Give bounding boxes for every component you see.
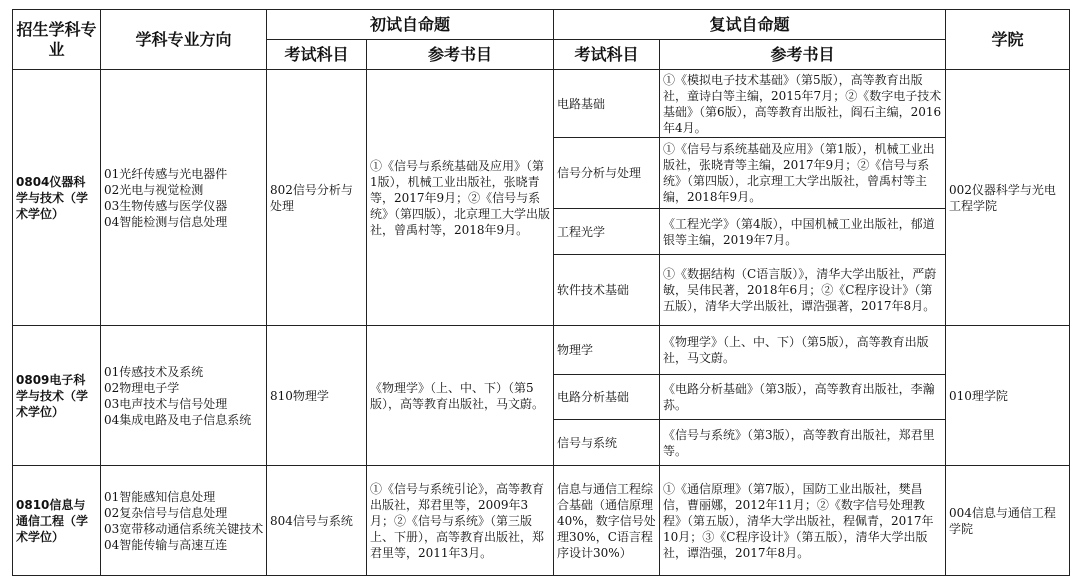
- retest-books-cell: 《电路分析基础》（第3版），高等教育出版社，李瀚荪。: [660, 375, 946, 420]
- retest-books-cell: ①《信号与系统基础及应用》（第1版），机械工业出版社，张晓青等主编，2017年9月；②《信号与系统》（第四版），北京理工大学出版社，曾禹村等主编，2018年9月。: [660, 138, 946, 209]
- table-row: [13, 326, 1070, 375]
- major-cell: 0809电子科学与技术（学术学位）: [13, 326, 101, 466]
- retest-subject-cell: 电路分析基础: [554, 375, 660, 420]
- retest-subject-cell: 电路基础: [554, 70, 660, 138]
- major-cell: 0810信息与通信工程（学术学位）: [13, 466, 101, 576]
- retest-subject-cell: 信号与系统: [554, 420, 660, 466]
- header-initial: 初试自命题: [267, 10, 554, 40]
- college-cell: 002仪器科学与光电工程学院: [946, 70, 1070, 326]
- header-retest: 复试自命题: [554, 10, 946, 40]
- header-retest-books: 参考书目: [660, 40, 946, 70]
- retest-books-cell: 《工程光学》（第4版），中国机械工业出版社，郁道银等主编，2019年7月。: [660, 209, 946, 255]
- initial-books-cell: ①《信号与系统引论》，高等教育出版社，郑君里等，2009年3月；②《信号与系统》（第三版上、下册），高等教育出版社，郑君里等，2011年3月。: [367, 466, 554, 576]
- initial-subject-cell: 804信号与系统: [267, 466, 367, 576]
- retest-subject-cell: 物理学: [554, 326, 660, 375]
- college-cell: 004信息与通信工程学院: [946, 466, 1070, 576]
- retest-books-cell: ①《数据结构（C语言版）》，清华大学出版社，严蔚敏，吴伟民著，2018年6月；②《C程序设计》（第五版），清华大学出版社，谭浩强著，2017年8月。: [660, 255, 946, 326]
- initial-subject-cell: 802信号分析与处理: [267, 70, 367, 326]
- major-cell: 0804仪器科学与技术（学术学位）: [13, 70, 101, 326]
- college-cell: 010理学院: [946, 326, 1070, 466]
- header-retest-subject: 考试科目: [554, 40, 660, 70]
- retest-books-cell: ①《模拟电子技术基础》（第5版），高等教育出版社，童诗白等主编，2015年7月；②《数字电子技术基础》（第6版），高等教育出版社，阎石主编，2016年4月。: [660, 70, 946, 138]
- retest-books-cell: 《物理学》（上、中、下）（第5版），高等教育出版社，马文蔚。: [660, 326, 946, 375]
- header-college: 学院: [946, 10, 1070, 70]
- direction-cell: 01传感技术及系统 02物理电子学 03电声技术与信号处理 04集成电路及电子信息系统: [101, 326, 267, 466]
- header-initial-books: 参考书目: [367, 40, 554, 70]
- retest-subject-cell: 信号分析与处理: [554, 138, 660, 209]
- retest-subject-cell: 信息与通信工程综合基础（通信原理40%，数字信号处理30%，C语言程序设计30%）: [554, 466, 660, 576]
- header-direction: 学科专业方向: [101, 10, 267, 70]
- direction-cell: 01智能感知信息处理 02复杂信号与信息处理 03宽带移动通信系统关键技术 04智能传输与高速互连: [101, 466, 267, 576]
- direction-cell: 01光纤传感与光电器件 02光电与视觉检测 03生物传感与医学仪器 04智能检测与信息处理: [101, 70, 267, 326]
- retest-subject-cell: 软件技术基础: [554, 255, 660, 326]
- exam-table: [12, 9, 1070, 576]
- table-row: [13, 466, 1070, 576]
- initial-books-cell: ①《信号与系统基础及应用》（第1版），机械工业出版社，张晓青等，2017年9月；②《信号与系统》（第四版），北京理工大学出版社，曾禹村等，2018年9月。: [367, 70, 554, 326]
- retest-books-cell: 《信号与系统》（第3版），高等教育出版社，郑君里等。: [660, 420, 946, 466]
- header-initial-subject: 考试科目: [267, 40, 367, 70]
- initial-subject-cell: 810物理学: [267, 326, 367, 466]
- retest-subject-cell: 工程光学: [554, 209, 660, 255]
- table-row: [13, 70, 1070, 138]
- retest-books-cell: ①《通信原理》（第7版），国防工业出版社，樊昌信，曹丽娜，2012年11月；②《数字信号处理教程》（第五版），清华大学出版社，程佩青，2017年10月；③《C程序设计》（第五版），清华大学出版社，谭浩强，2017年8月。: [660, 466, 946, 576]
- initial-books-cell: 《物理学》（上、中、下）（第5版），高等教育出版社，马文蔚。: [367, 326, 554, 466]
- header-major: 招生学科专业: [13, 10, 101, 70]
